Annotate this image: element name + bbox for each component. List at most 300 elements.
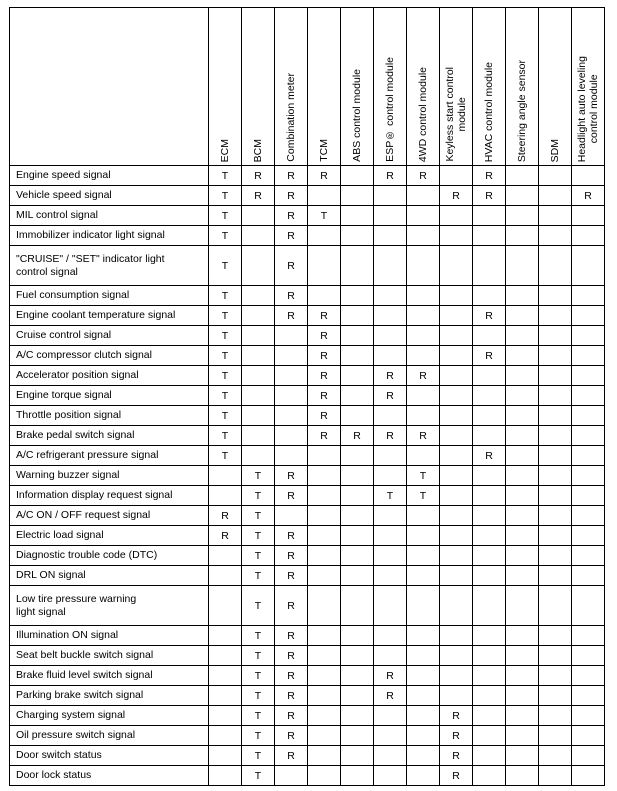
table-row [10,386,605,406]
matrix-cell [308,626,341,646]
matrix-cell [539,686,572,706]
signal-name [10,526,209,546]
matrix-cell [242,286,275,306]
signal-name [10,566,209,586]
matrix-cell [374,546,407,566]
matrix-cell: T [209,366,242,386]
signal-label: Fuel consumption signal [16,289,130,301]
matrix-cell [209,766,242,786]
matrix-cell: R [275,626,308,646]
matrix-cell [506,766,539,786]
matrix-cell: R [308,326,341,346]
matrix-cell [341,466,374,486]
matrix-cell [308,586,341,626]
matrix-cell [572,386,605,406]
matrix-cell [308,746,341,766]
matrix-cell [407,406,440,426]
signal-label: Warning buzzer signal [16,469,120,481]
matrix-cell: R [473,346,506,366]
matrix-cell [374,706,407,726]
matrix-cell [341,326,374,346]
matrix-cell [506,166,539,186]
matrix-cell: T [242,726,275,746]
signal-name [10,646,209,666]
matrix-cell [473,326,506,346]
matrix-cell [440,626,473,646]
signal-label: MIL control signal [16,209,98,221]
matrix-cell: R [374,166,407,186]
matrix-cell [407,546,440,566]
matrix-cell [440,246,473,286]
matrix-cell [506,386,539,406]
signal-label: Low tire pressure warning light signal [16,592,137,618]
table-row [10,426,605,446]
column-header [539,8,572,166]
column-header [341,8,374,166]
signal-label: Brake fluid level switch signal [16,669,153,681]
table-row [10,666,605,686]
matrix-cell: T [242,566,275,586]
matrix-cell: R [374,666,407,686]
table-row [10,746,605,766]
signal-name [10,766,209,786]
matrix-cell [308,686,341,706]
matrix-cell [539,226,572,246]
matrix-cell [506,446,539,466]
matrix-cell [242,206,275,226]
matrix-cell [506,326,539,346]
matrix-cell [341,246,374,286]
matrix-cell [440,506,473,526]
matrix-cell [572,706,605,726]
signal-label: A/C refrigerant pressure signal [16,449,159,461]
column-header [473,8,506,166]
matrix-cell [407,586,440,626]
matrix-cell [209,726,242,746]
signal-label: Oil pressure switch signal [16,729,136,741]
matrix-cell [440,406,473,426]
column-header [572,8,605,166]
matrix-cell [341,446,374,466]
matrix-cell [440,346,473,366]
matrix-cell [539,206,572,226]
matrix-cell [572,226,605,246]
signal-label: Information display request signal [16,489,173,501]
matrix-cell [341,706,374,726]
table-body [10,166,605,786]
matrix-cell [407,246,440,286]
matrix-cell [506,626,539,646]
matrix-cell [275,506,308,526]
table-row [10,546,605,566]
matrix-cell [341,286,374,306]
matrix-cell: R [275,246,308,286]
matrix-cell [341,666,374,686]
signal-name [10,466,209,486]
matrix-cell [473,506,506,526]
matrix-cell [209,686,242,706]
matrix-cell [341,566,374,586]
matrix-cell [440,666,473,686]
matrix-cell [572,686,605,706]
matrix-cell: T [209,446,242,466]
table-row [10,306,605,326]
matrix-cell [572,766,605,786]
matrix-cell: R [473,166,506,186]
column-label: ABS control module [351,69,363,162]
matrix-cell [407,666,440,686]
matrix-cell [473,626,506,646]
matrix-cell [308,566,341,586]
matrix-cell [539,406,572,426]
column-label: ESP® control module [384,57,396,162]
signal-label: DRL ON signal [16,569,86,581]
signal-label: Seat belt buckle switch signal [16,649,154,661]
matrix-cell [473,386,506,406]
matrix-cell [539,706,572,726]
column-label: 4WD control module [417,66,429,162]
matrix-cell: R [275,306,308,326]
table-row [10,566,605,586]
matrix-cell [407,386,440,406]
matrix-cell [275,446,308,466]
matrix-cell [242,386,275,406]
matrix-cell [308,286,341,306]
table-row [10,346,605,366]
matrix-cell [506,486,539,506]
matrix-cell [308,666,341,686]
matrix-cell [407,746,440,766]
matrix-cell [506,526,539,546]
signal-label: Parking brake switch signal [16,689,144,701]
matrix-cell: R [275,166,308,186]
matrix-cell [440,566,473,586]
column-label: HVAC control module [483,61,495,162]
matrix-cell [506,406,539,426]
matrix-cell: R [407,366,440,386]
matrix-cell: R [275,586,308,626]
matrix-cell [440,326,473,346]
signal-label: A/C compressor clutch signal [16,349,152,361]
signal-name [10,306,209,326]
matrix-cell [209,746,242,766]
matrix-cell [572,506,605,526]
column-label: Steering angle sensor [516,59,528,162]
signal-label: A/C ON / OFF request signal [16,509,151,521]
matrix-cell [539,666,572,686]
matrix-cell [440,166,473,186]
matrix-cell: R [275,726,308,746]
signal-label: Engine speed signal [16,169,111,181]
matrix-cell: T [242,486,275,506]
matrix-cell: R [374,366,407,386]
signal-name [10,226,209,246]
matrix-cell [242,366,275,386]
signal-name [10,446,209,466]
matrix-cell: R [242,186,275,206]
table-row [10,706,605,726]
matrix-cell: T [374,486,407,506]
column-header [209,8,242,166]
matrix-cell [407,526,440,546]
matrix-cell [440,386,473,406]
table-row [10,726,605,746]
table-row [10,326,605,346]
column-label: Headlight auto leveling control module [576,55,600,162]
matrix-cell [308,526,341,546]
matrix-cell [539,446,572,466]
signal-label: Cruise control signal [16,329,112,341]
matrix-cell [242,346,275,366]
matrix-cell [341,726,374,746]
matrix-cell [473,426,506,446]
signal-label: "CRUISE" / "SET" indicator light control signal [16,252,165,278]
matrix-cell: R [407,166,440,186]
matrix-cell: T [242,626,275,646]
table-row [10,646,605,666]
matrix-cell [341,686,374,706]
matrix-cell [572,746,605,766]
matrix-cell [506,506,539,526]
matrix-cell [374,566,407,586]
matrix-cell [209,486,242,506]
matrix-cell [506,186,539,206]
matrix-cell [473,206,506,226]
matrix-cell: T [407,486,440,506]
matrix-cell [374,406,407,426]
matrix-cell [473,646,506,666]
matrix-cell [374,286,407,306]
matrix-cell [506,366,539,386]
signal-label: Immobilizer indicator light signal [16,229,165,241]
matrix-cell [539,166,572,186]
matrix-cell [572,446,605,466]
matrix-cell: R [308,306,341,326]
matrix-cell: R [275,686,308,706]
matrix-cell [242,226,275,246]
matrix-cell [572,566,605,586]
matrix-cell [374,326,407,346]
matrix-cell [308,246,341,286]
matrix-cell: T [308,206,341,226]
matrix-cell [341,226,374,246]
matrix-cell [473,586,506,626]
matrix-cell [440,206,473,226]
matrix-cell [308,486,341,506]
matrix-cell [539,526,572,546]
matrix-cell [308,446,341,466]
matrix-cell [572,486,605,506]
matrix-cell [572,246,605,286]
matrix-cell: R [275,746,308,766]
matrix-cell [374,206,407,226]
matrix-cell: R [308,386,341,406]
table-row [10,286,605,306]
matrix-cell: T [242,706,275,726]
signal-label: Throttle position signal [16,409,122,421]
matrix-cell: R [308,366,341,386]
matrix-cell [539,566,572,586]
matrix-cell [275,386,308,406]
matrix-cell [242,446,275,466]
matrix-cell: R [275,546,308,566]
matrix-cell [473,766,506,786]
matrix-cell [572,406,605,426]
matrix-cell [242,326,275,346]
matrix-cell [440,546,473,566]
matrix-cell [407,686,440,706]
matrix-cell [539,586,572,626]
matrix-cell [308,506,341,526]
matrix-cell [473,366,506,386]
matrix-cell: T [209,386,242,406]
matrix-cell [308,186,341,206]
matrix-cell [506,706,539,726]
matrix-cell [374,226,407,246]
signal-label: Illumination ON signal [16,629,119,641]
matrix-cell: T [209,306,242,326]
matrix-cell [572,646,605,666]
matrix-cell [473,566,506,586]
matrix-cell [473,526,506,546]
signal-label: Brake pedal switch signal [16,429,135,441]
matrix-cell [209,626,242,646]
matrix-cell [506,646,539,666]
matrix-cell: T [242,466,275,486]
matrix-cell: R [275,286,308,306]
matrix-cell: T [209,326,242,346]
header-row [10,8,605,166]
matrix-cell [308,546,341,566]
matrix-cell [242,306,275,326]
matrix-cell [374,306,407,326]
matrix-cell [341,526,374,546]
matrix-cell: R [242,166,275,186]
matrix-cell [572,626,605,646]
matrix-cell [572,346,605,366]
matrix-cell: R [374,386,407,406]
matrix-cell [407,646,440,666]
matrix-cell [275,426,308,446]
signal-label: Door switch status [16,749,102,761]
table-row [10,626,605,646]
matrix-cell [440,306,473,326]
matrix-cell [539,726,572,746]
table-row [10,466,605,486]
column-label: BCM [252,138,264,162]
table-row [10,206,605,226]
column-header [242,8,275,166]
matrix-cell [440,226,473,246]
matrix-cell [506,466,539,486]
signal-name [10,726,209,746]
matrix-cell: R [308,346,341,366]
matrix-cell [407,706,440,726]
matrix-cell: T [209,426,242,446]
signal-name [10,586,209,626]
matrix-cell: R [440,726,473,746]
matrix-cell [506,306,539,326]
signal-label: Engine torque signal [16,389,112,401]
matrix-cell [374,346,407,366]
matrix-cell [506,426,539,446]
matrix-cell: R [572,186,605,206]
matrix-cell [308,726,341,746]
matrix-cell: T [242,686,275,706]
matrix-cell [572,306,605,326]
matrix-cell [572,726,605,746]
signal-label: Electric load signal [16,529,104,541]
signal-label: Accelerator position signal [16,369,139,381]
matrix-cell [572,206,605,226]
matrix-cell: R [275,666,308,686]
matrix-cell [539,346,572,366]
matrix-cell [374,746,407,766]
matrix-cell [539,286,572,306]
matrix-cell [506,686,539,706]
matrix-cell [539,466,572,486]
matrix-cell [242,246,275,286]
matrix-cell: R [275,466,308,486]
matrix-cell: T [242,766,275,786]
column-header [374,8,407,166]
matrix-cell [572,666,605,686]
matrix-cell [341,486,374,506]
matrix-cell [539,386,572,406]
matrix-cell: R [209,506,242,526]
matrix-cell [374,186,407,206]
matrix-cell [473,746,506,766]
matrix-cell [374,446,407,466]
signal-label: Door lock status [16,769,92,781]
matrix-cell: T [242,746,275,766]
matrix-cell [407,726,440,746]
signal-name [10,406,209,426]
matrix-cell: R [275,566,308,586]
signal-name [10,206,209,226]
matrix-cell [341,746,374,766]
table-row [10,586,605,626]
matrix-cell: T [209,246,242,286]
column-label: ECM [219,138,231,162]
matrix-cell [473,226,506,246]
matrix-cell: R [440,746,473,766]
matrix-cell: R [374,426,407,446]
matrix-cell [209,566,242,586]
column-header [308,8,341,166]
matrix-cell: R [407,426,440,446]
matrix-cell [539,646,572,666]
table-row [10,406,605,426]
matrix-cell [539,246,572,286]
column-header [407,8,440,166]
matrix-cell: T [209,186,242,206]
matrix-cell [407,626,440,646]
matrix-cell [473,406,506,426]
matrix-cell [407,346,440,366]
matrix-cell: R [275,706,308,726]
column-header [440,8,473,166]
matrix-cell [374,506,407,526]
matrix-cell [407,206,440,226]
column-header [506,8,539,166]
matrix-cell: T [209,286,242,306]
matrix-cell: R [440,186,473,206]
matrix-cell [506,746,539,766]
matrix-cell: R [275,486,308,506]
matrix-cell [275,366,308,386]
matrix-cell [572,286,605,306]
